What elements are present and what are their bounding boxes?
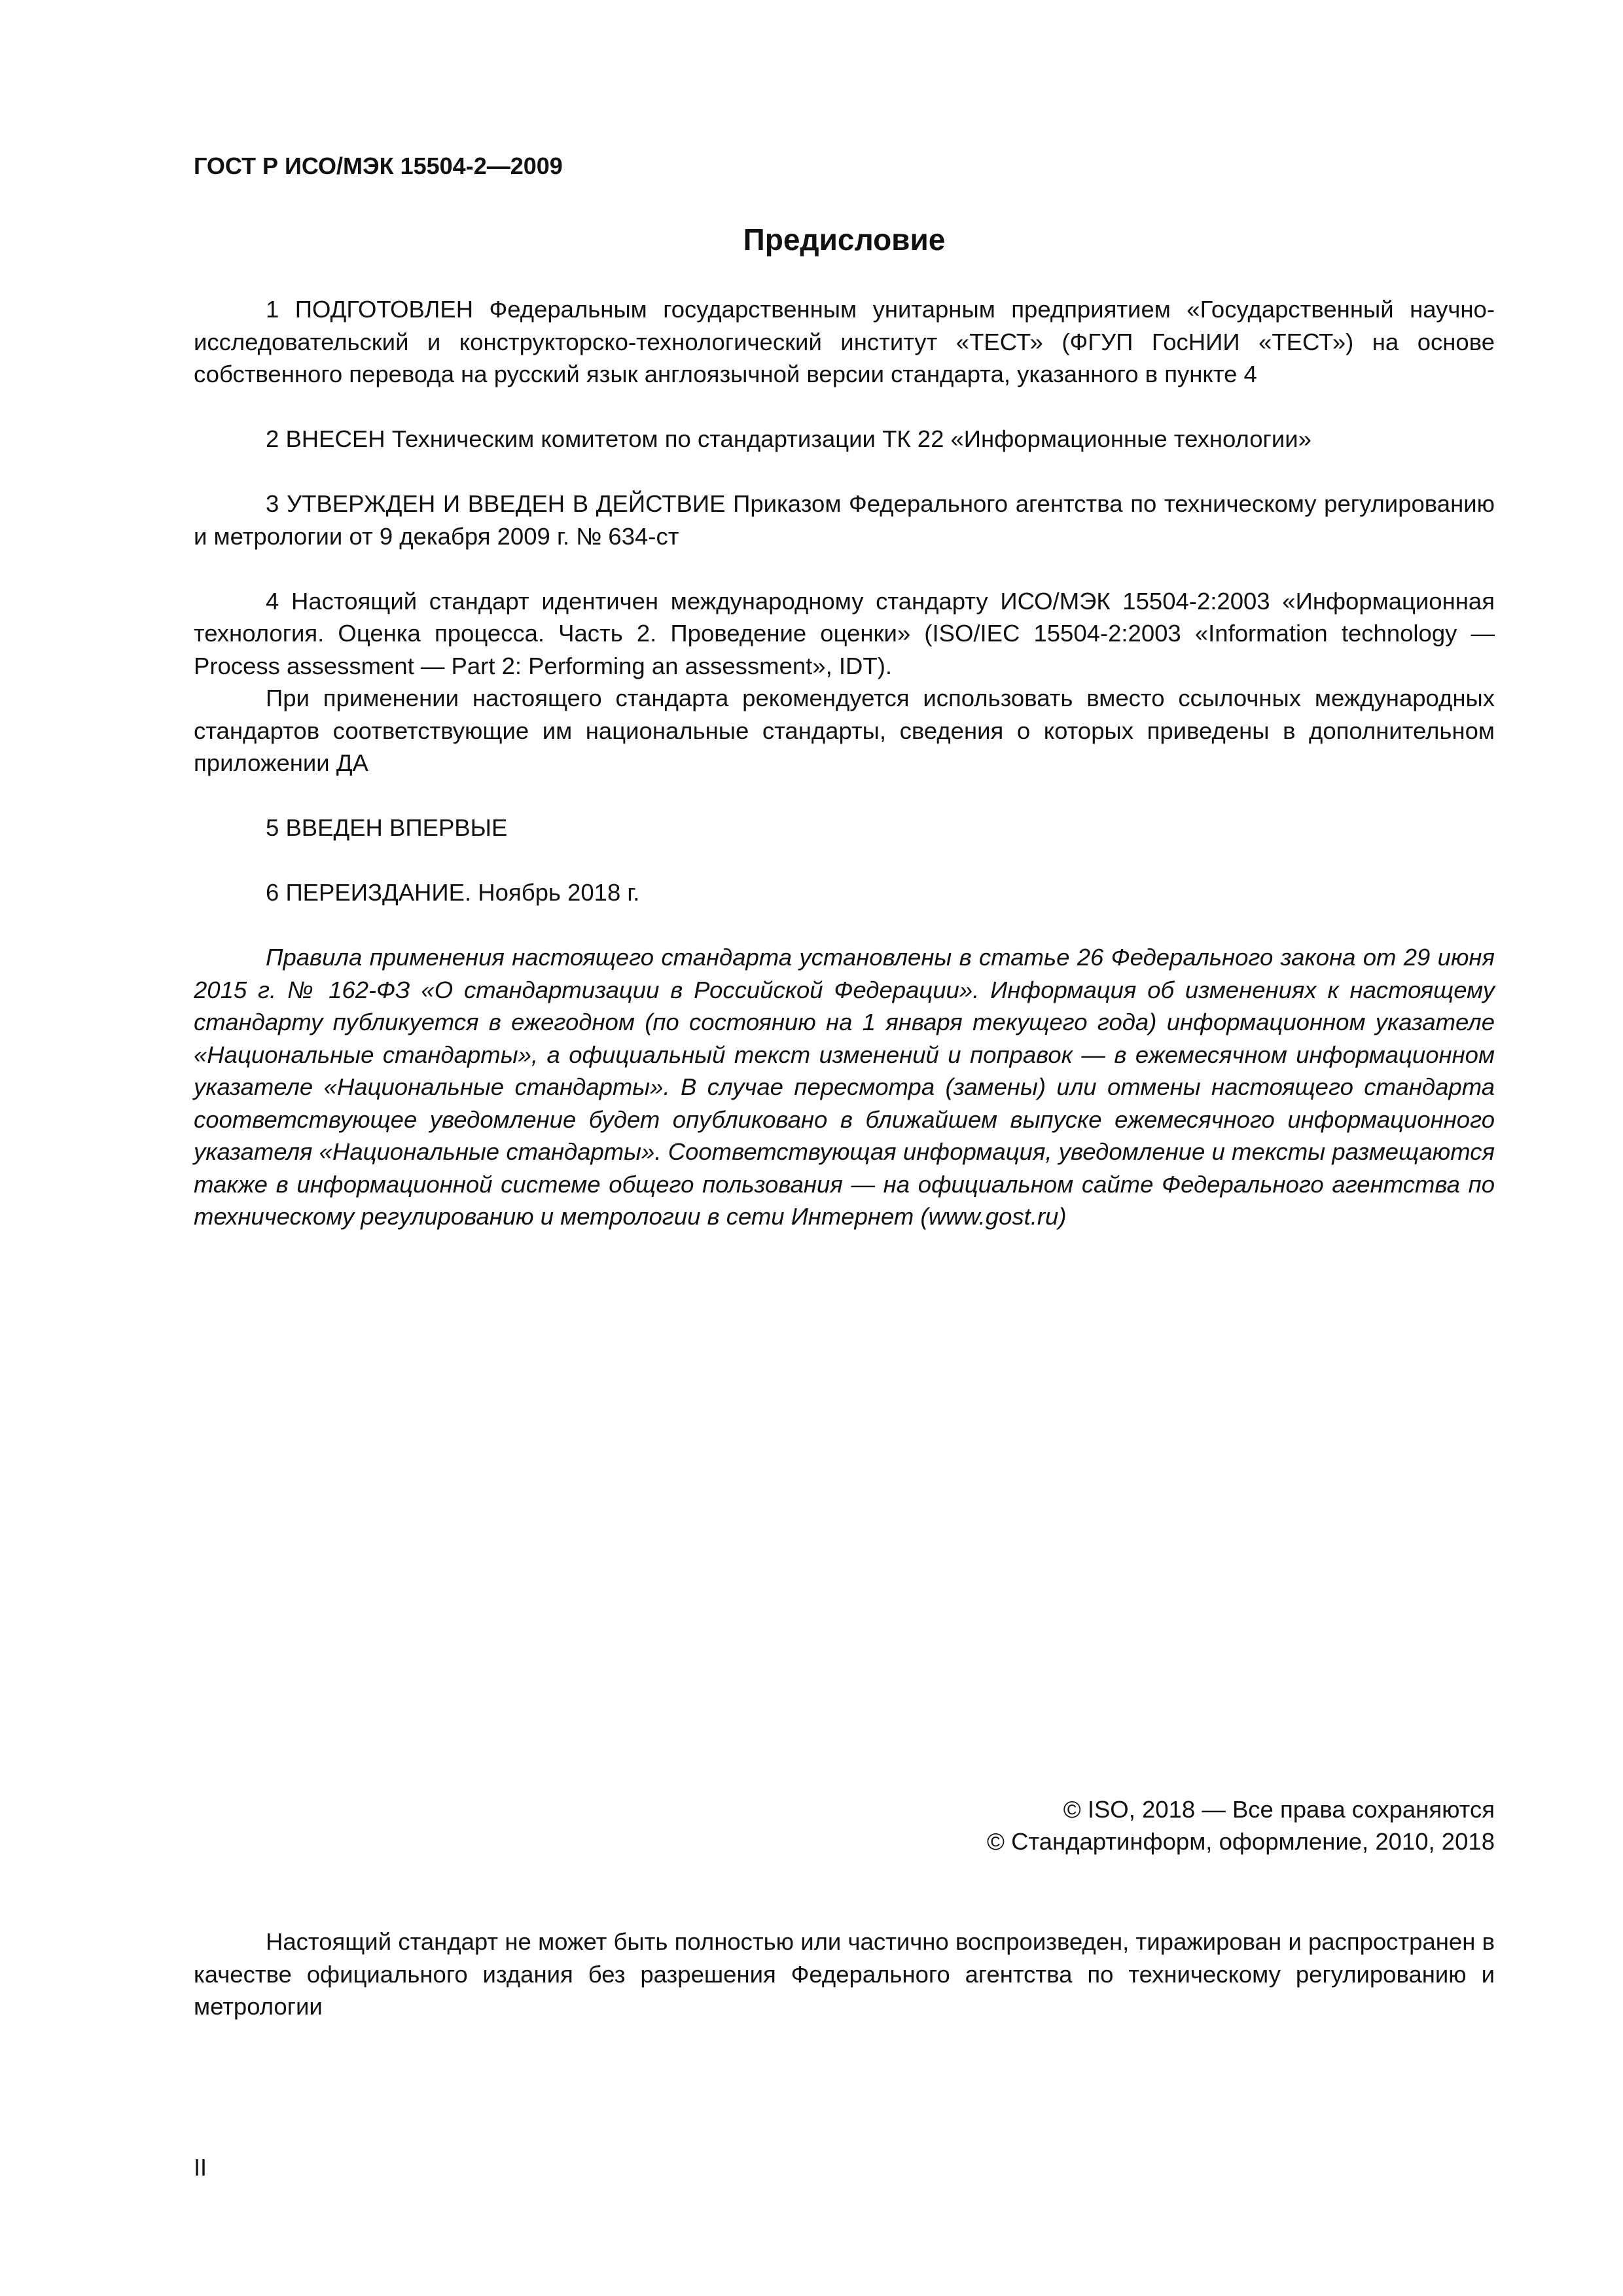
paragraph-prepared: 1 ПОДГОТОВЛЕН Федеральным государственным унитарным предприятием «Государственный научно-исследовательский и конструкторско-технологический институт «ТЕСТ» (ФГУП ГосНИИ «ТЕСТ») на основе собственного перевода на русский язык англоязычной версии стандарта, указанного в пункте 4 xyxy=(194,296,1495,387)
paragraph-reissue: 6 ПЕРЕИЗДАНИЕ. Ноябрь 2018 г. xyxy=(266,879,640,906)
reproduction-notice: Настоящий стандарт не может быть полностью или частично воспроизведен, тиражирован и распространен в качестве официального издания без разрешения Федерального агентства по техническому регулированию и метрологии xyxy=(194,1928,1495,2020)
paragraph-application: При применении настоящего стандарта рекомендуется использовать вместо ссылочных международных стандартов соответствующие им национальные стандарты, сведения о которых приведены в дополнительном приложении ДА xyxy=(194,685,1495,776)
paragraph-first-introduced: 5 ВВЕДЕН ВПЕРВЫЕ xyxy=(266,814,508,841)
paragraph-introduced: 2 ВНЕСЕН Техническим комитетом по стандартизации ТК 22 «Информационные технологии» xyxy=(266,425,1311,452)
copyright-block xyxy=(194,1793,1495,1857)
document-code: ГОСТ Р ИСО/МЭК 15504-2—2009 xyxy=(194,152,563,179)
page-title: Предисловие xyxy=(743,223,946,257)
rules-note: Правила применения настоящего стандарта установлены в статье 26 Федерального закона от 29 июня 2015 г. № 162-ФЗ «О стандартизации в Российской Федерации». Информация об изменениях к настоящему стандарту публикуется в ежегодном (по состоянию на 1 января текущего года) информационном указателе «Национальные стандарты», а официальный текст изменений и поправок — в ежемесячном информационном указателе «Национальные стандарты». В случае пересмотра (замены) или отмены настоящего стандарта соответствующее уведомление будет опубликовано в ближайшем выпуске ежемесячного информационного указателя «Национальные стандарты». Соответствующая информация, уведомление и тексты размещаются также в информационной системе общего пользования — на официальном сайте Федерального агентства по техническому регулированию и метрологии в сети Интернет (www.gost.ru) xyxy=(194,944,1495,1230)
copyright-iso: © ISO, 2018 — Все права сохраняются xyxy=(1063,1796,1495,1823)
foreword-body xyxy=(194,293,1495,1233)
copyright-standartinform: © Стандартинформ, оформление, 2010, 2018 xyxy=(987,1828,1495,1855)
paragraph-identical: 4 Настоящий стандарт идентичен международному стандарту ИСО/МЭК 15504-2:2003 «Информационная технология. Оценка процесса. Часть 2. Проведение оценки» (ISO/IEC 15504-2:2003 «Information technology — Process assessment — Part 2: Performing an assessment», IDT). xyxy=(194,587,1495,679)
page-number: II xyxy=(194,2154,207,2181)
paragraph-approved: 3 УТВЕРЖДЕН И ВВЕДЕН В ДЕЙСТВИЕ Приказом Федерального агентства по техническому регулированию и метрологии от 9 декабря 2009 г. № 634-ст xyxy=(194,490,1495,550)
